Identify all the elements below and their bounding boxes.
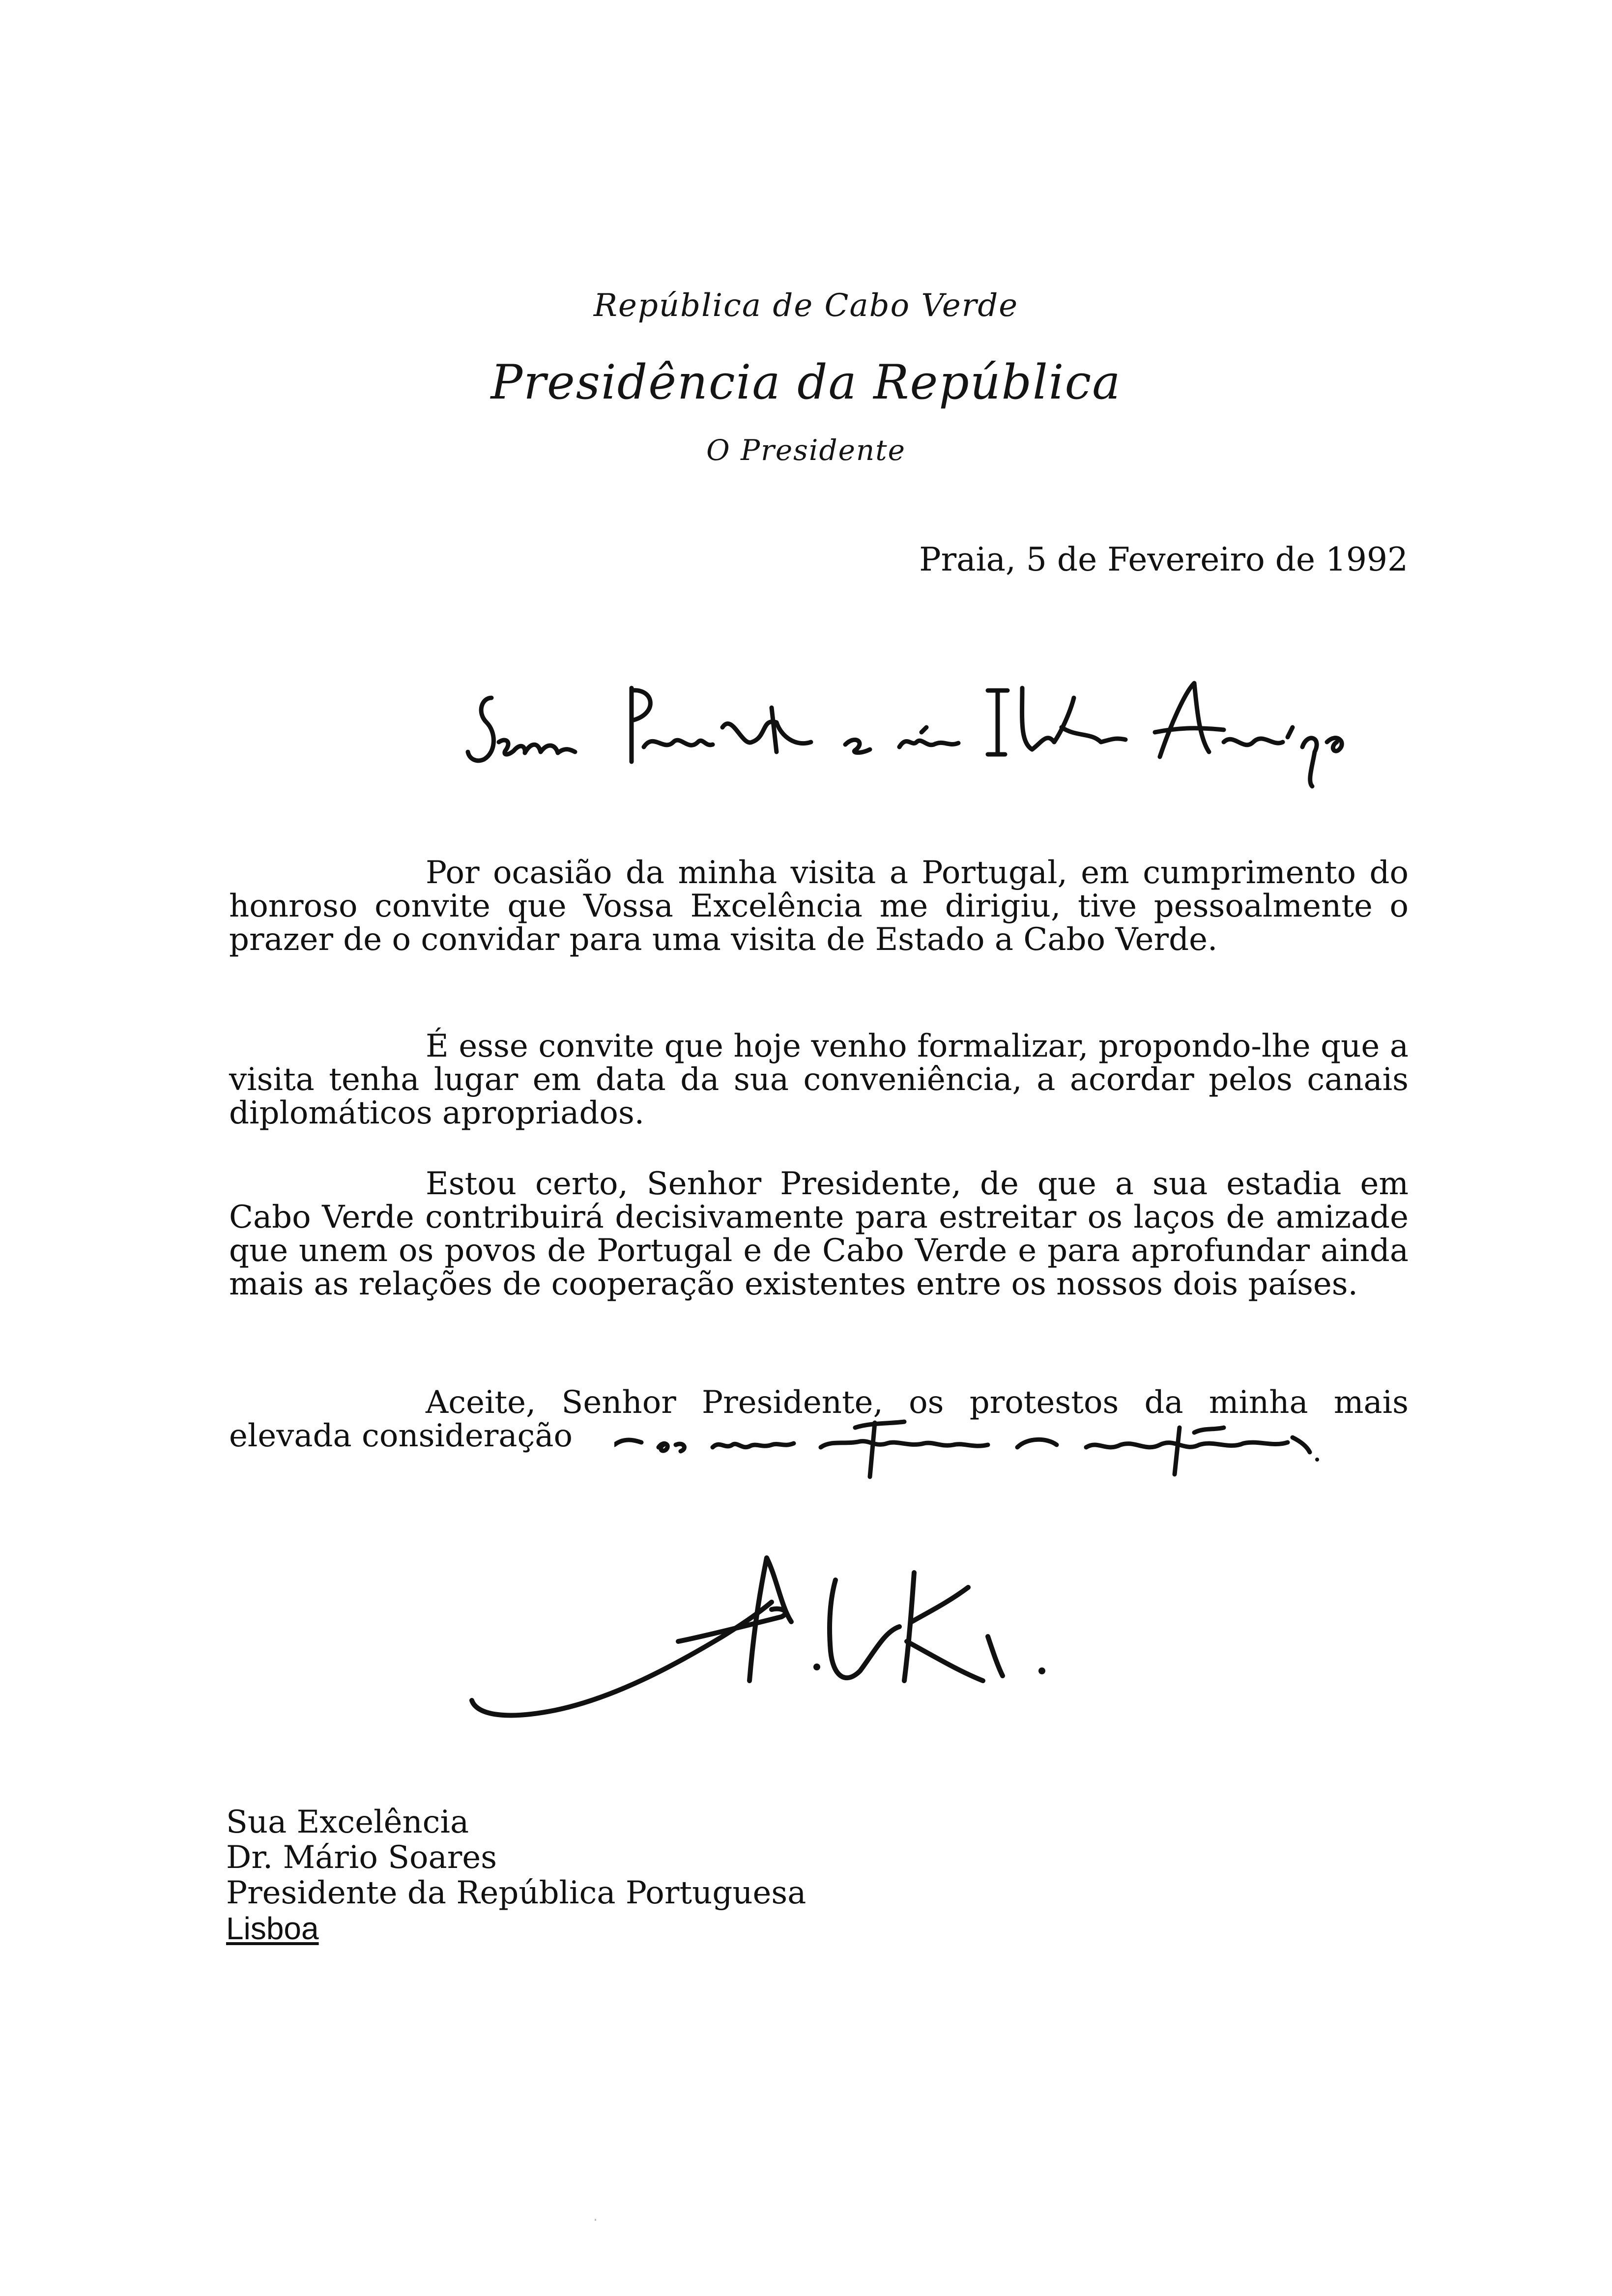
addressee-block — [226, 1805, 806, 1946]
addressee-position: Presidente da República Portuguesa — [226, 1875, 806, 1911]
letterhead-president: O Presidente — [706, 433, 906, 467]
paragraph-2: É esse convite que hoje venho formalizar, propondo-lhe que a visita tenha lugar em data da sua conveniência, a acordar pelos canais diplomáticos apropriados. — [229, 1028, 1409, 1131]
scan-speck — [595, 2219, 596, 2221]
handwritten-closing — [614, 1418, 1415, 1482]
signature — [467, 1553, 1121, 1740]
addressee-city: Lisboa — [226, 1911, 319, 1946]
paragraph-3: Estou certo, Senhor Presidente, de que a sua estadia em Cabo Verde contribuirá decisivamente para estreitar os laços de amizade que unem os povos de Portugal e de Cabo Verde e para aprofundar ainda mais as relações de cooperação existentes entre os nossos dois países. — [229, 1166, 1409, 1302]
addressee-name: Dr. Mário Soares — [226, 1839, 497, 1876]
handwritten-salutation — [457, 668, 1391, 791]
addressee-title: Sua Excelência — [226, 1804, 469, 1840]
paragraph-4: Aceite, Senhor Presidente, os protestos da minha mais elevada consideração — [229, 1384, 1409, 1454]
paragraph-1: Por ocasião da minha visita a Portugal, em cumprimento do honroso convite que Vossa Excelência me dirigiu, tive pessoalmente o prazer de o convidar para uma visita de Estado a Cabo Verde. — [229, 855, 1409, 958]
letterhead-country: República de Cabo Verde — [593, 287, 1019, 324]
letterhead-presidency: Presidência da República — [490, 355, 1122, 410]
letter-date: Praia, 5 de Fevereiro de 1992 — [919, 541, 1408, 578]
